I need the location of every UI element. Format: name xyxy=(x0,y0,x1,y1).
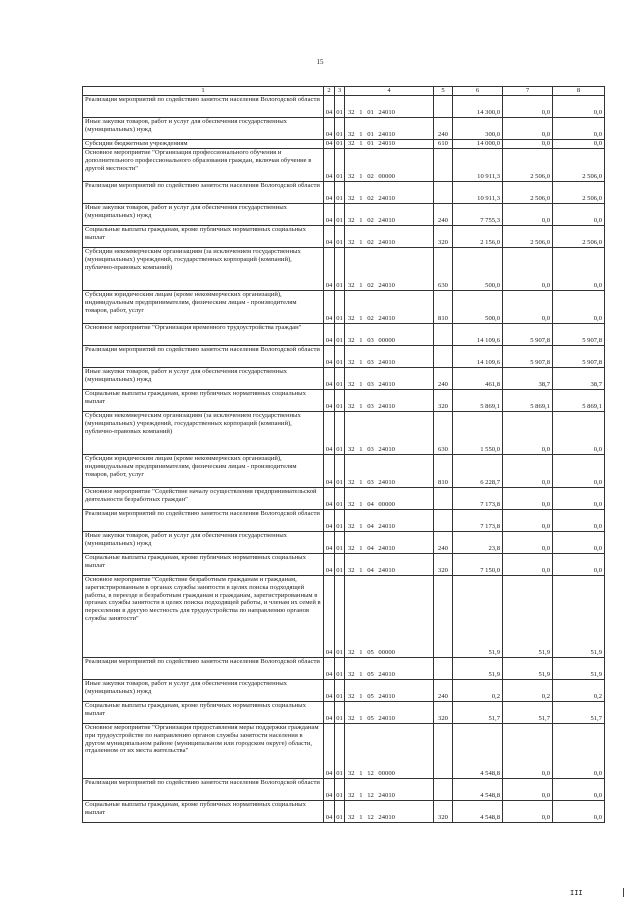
row-value-8: 38,7 xyxy=(553,368,605,390)
row-code-2: 04 xyxy=(324,724,335,779)
row-expense-type xyxy=(434,182,453,204)
row-expense-type xyxy=(434,488,453,510)
row-code-2: 04 xyxy=(324,204,335,226)
row-code-2: 04 xyxy=(324,801,335,823)
row-value-8: 2 506,0 xyxy=(553,226,605,248)
row-value-6: 4 548,8 xyxy=(453,724,503,779)
row-value-7: 0,0 xyxy=(503,488,553,510)
row-code-2: 04 xyxy=(324,118,335,140)
row-expense-type xyxy=(434,346,453,368)
row-target-code: 32 1 01 24010 xyxy=(345,96,434,118)
row-description: Социальные выплаты гражданам, кроме публичных нормативных социальных выплат xyxy=(83,390,324,412)
row-expense-type xyxy=(434,510,453,532)
budget-table-wrapper xyxy=(82,86,604,823)
table-row xyxy=(83,248,605,291)
row-value-6: 1 550,0 xyxy=(453,412,503,455)
row-value-7: 0,0 xyxy=(503,118,553,140)
row-target-code: 32 1 02 00000 xyxy=(345,149,434,182)
table-row xyxy=(83,801,605,823)
row-code-2: 04 xyxy=(324,576,335,658)
row-value-7: 0,0 xyxy=(503,532,553,554)
row-code-3: 01 xyxy=(335,248,345,291)
table-row xyxy=(83,455,605,488)
row-code-2: 04 xyxy=(324,488,335,510)
row-value-8: 0,0 xyxy=(553,554,605,576)
row-value-8: 2 506,0 xyxy=(553,149,605,182)
row-expense-type xyxy=(434,658,453,680)
row-target-code: 32 1 03 24010 xyxy=(345,346,434,368)
row-code-3: 01 xyxy=(336,140,343,148)
row-description: Субсидии юридическим лицам (кроме некоммерческих организаций), индивидуальным предпринимателям, физическим лицам - производителям товаров, работ, услуг xyxy=(83,291,324,324)
row-target-code: 32 1 04 24010 xyxy=(345,510,434,532)
row-value-8: 0,2 xyxy=(553,680,605,702)
row-code-2: 04 xyxy=(324,779,335,801)
row-code-2: 04 xyxy=(324,455,335,488)
row-code-2: 04 xyxy=(324,182,335,204)
row-code-3: 01 xyxy=(335,149,345,182)
table-row xyxy=(83,658,605,680)
row-code-2: 04 xyxy=(324,658,335,680)
row-expense-type: 240 xyxy=(434,532,453,554)
row-description: Основное мероприятие "Содействие безработным гражданам и гражданам, зарегистрированным в органах службы занятости в целях поиска подходящей работы, в переезде и безработным гражданам и гражданам, зарегистрированным в органах службы занятости в целях поиска подходящей работы, и членам их семей в переселении в другую местность для трудоустройства по направлению органов службы занятости" xyxy=(83,576,324,658)
page-number: 15 xyxy=(316,58,324,66)
table-row xyxy=(83,182,605,204)
row-target-code: 32 1 04 00000 xyxy=(345,488,434,510)
row-code-3: 01 xyxy=(335,510,345,532)
row-value-8: 2 506,0 xyxy=(553,182,605,204)
row-target-code: 32 1 04 24010 xyxy=(345,554,434,576)
row-value-7: 2 506,0 xyxy=(503,149,553,182)
column-header: 3 xyxy=(335,87,345,96)
row-code-3: 01 xyxy=(335,118,345,140)
row-description: Реализация мероприятий по содействию занятости населения Вологодской области xyxy=(83,346,324,368)
table-row xyxy=(83,291,605,324)
row-expense-type: 240 xyxy=(434,204,453,226)
row-target-code: 32 1 05 00000 xyxy=(345,576,434,658)
row-value-6: 51,7 xyxy=(453,702,503,724)
row-value-7: 0,0 xyxy=(503,248,553,291)
row-value-7: 0,0 xyxy=(503,455,553,488)
table-row xyxy=(83,680,605,702)
row-code-3: 01 xyxy=(335,488,345,510)
table-row xyxy=(83,149,605,182)
table-row xyxy=(83,226,605,248)
row-value-7: 0,0 xyxy=(503,140,553,149)
table-row xyxy=(83,204,605,226)
row-value-6: 6 228,7 xyxy=(453,455,503,488)
row-code-3: 01 xyxy=(335,390,345,412)
row-description: Субсидии бюджетным учреждениям xyxy=(83,140,324,149)
row-value-6: 500,0 xyxy=(453,248,503,291)
row-expense-type xyxy=(434,724,453,779)
row-value-6: 7 173,8 xyxy=(453,510,503,532)
row-code-2: 04 xyxy=(324,412,335,455)
row-target-code: 32 1 03 00000 xyxy=(345,324,434,346)
row-code-3: 01 xyxy=(335,702,345,724)
row-code-2: 04 xyxy=(324,702,335,724)
row-value-6: 500,0 xyxy=(453,291,503,324)
row-value-7: 5 869,1 xyxy=(503,390,553,412)
row-value-8: 0,0 xyxy=(553,801,605,823)
row-target-code: 32 1 03 24010 xyxy=(345,455,434,488)
row-value-7: 51,9 xyxy=(503,658,553,680)
footer-mark: III xyxy=(570,889,583,897)
row-target-code: 32 1 03 24010 xyxy=(345,390,434,412)
row-value-7: 38,7 xyxy=(503,368,553,390)
column-header-row xyxy=(83,87,605,96)
row-value-6: 10 911,3 xyxy=(453,149,503,182)
table-row xyxy=(83,390,605,412)
row-code-2: 04 xyxy=(324,368,335,390)
row-target-code: 32 1 02 24010 xyxy=(345,226,434,248)
row-expense-type: 320 xyxy=(434,390,453,412)
row-target-code: 32 1 04 24010 xyxy=(345,532,434,554)
row-code-2: 04 xyxy=(324,248,335,291)
row-value-7: 0,0 xyxy=(503,510,553,532)
table-row xyxy=(83,779,605,801)
row-code-3: 01 xyxy=(335,96,345,118)
row-value-7: 0,0 xyxy=(503,554,553,576)
row-expense-type: 610 xyxy=(434,140,453,149)
table-row xyxy=(83,702,605,724)
row-value-6: 2 156,0 xyxy=(453,226,503,248)
row-value-7: 5 907,8 xyxy=(503,346,553,368)
row-value-7: 0,0 xyxy=(503,724,553,779)
row-description: Иные закупки товаров, работ и услуг для обеспечения государственных (муниципальных) нужд xyxy=(83,118,324,140)
row-code-3: 01 xyxy=(335,204,345,226)
table-row xyxy=(83,412,605,455)
row-value-8: 51,7 xyxy=(553,702,605,724)
column-header: 4 xyxy=(345,87,434,96)
row-expense-type xyxy=(434,576,453,658)
row-code-3: 01 xyxy=(335,368,345,390)
row-value-6: 10 911,3 xyxy=(453,182,503,204)
row-code-3: 01 xyxy=(335,455,345,488)
row-target-code: 32 1 02 24010 xyxy=(345,248,434,291)
row-value-6: 51,9 xyxy=(453,658,503,680)
row-value-7: 0,2 xyxy=(503,680,553,702)
row-description: Основное мероприятие "Организация предоставления меры поддержки гражданам при трудоустройстве по направлению органов службы занятости населения в другом муниципальном районе (муниципальном или городском округе) области, отдаленном от их места жительства" xyxy=(83,724,324,779)
table-row xyxy=(83,510,605,532)
row-code-3: 01 xyxy=(335,182,345,204)
table-row xyxy=(83,368,605,390)
row-value-6: 7 150,0 xyxy=(453,554,503,576)
row-target-code: 32 1 02 24010 xyxy=(345,291,434,324)
row-value-6: 300,0 xyxy=(453,118,503,140)
row-code-3: 01 xyxy=(335,324,345,346)
row-code-3: 01 xyxy=(335,532,345,554)
row-expense-type: 240 xyxy=(434,118,453,140)
row-value-7: 0,0 xyxy=(503,291,553,324)
table-row xyxy=(83,346,605,368)
row-expense-type: 320 xyxy=(434,801,453,823)
row-value-7: 0,0 xyxy=(503,204,553,226)
table-row xyxy=(83,576,605,658)
row-description: Реализация мероприятий по содействию занятости населения Вологодской области xyxy=(83,182,324,204)
row-value-7: 2 506,0 xyxy=(503,226,553,248)
row-code-2: 04 xyxy=(324,532,335,554)
row-code-2: 04 xyxy=(324,149,335,182)
table-row xyxy=(83,118,605,140)
row-value-6: 23,8 xyxy=(453,532,503,554)
row-description: Основное мероприятие "Организация профессионального обучения и дополнительного профессионального образования граждан, включая обучение в другой местности" xyxy=(83,149,324,182)
column-header: 5 xyxy=(434,87,453,96)
row-code-2: 04 xyxy=(324,291,335,324)
row-target-code: 32 1 12 24010 xyxy=(345,779,434,801)
row-code-2: 04 xyxy=(324,680,335,702)
row-value-6: 5 869,1 xyxy=(453,390,503,412)
row-value-6: 7 755,3 xyxy=(453,204,503,226)
column-header: 7 xyxy=(503,87,553,96)
row-expense-type: 320 xyxy=(434,554,453,576)
row-description: Социальные выплаты гражданам, кроме публичных нормативных социальных выплат xyxy=(83,226,324,248)
row-value-7: 51,9 xyxy=(503,576,553,658)
row-value-8: 0,0 xyxy=(553,140,605,149)
row-value-6: 461,8 xyxy=(453,368,503,390)
row-code-3: 01 xyxy=(335,346,345,368)
row-value-6: 14 109,6 xyxy=(453,324,503,346)
row-description: Основное мероприятие "Организация временного трудоустройства граждан" xyxy=(83,324,324,346)
row-value-8: 0,0 xyxy=(553,724,605,779)
row-description: Реализация мероприятий по содействию занятости населения Вологодской области xyxy=(83,96,324,118)
row-code-3: 01 xyxy=(335,412,345,455)
row-code-3: 01 xyxy=(335,680,345,702)
row-expense-type: 320 xyxy=(434,702,453,724)
row-description: Иные закупки товаров, работ и услуг для обеспечения государственных (муниципальных) нужд xyxy=(83,368,324,390)
row-value-7: 51,7 xyxy=(503,702,553,724)
row-value-8: 0,0 xyxy=(553,510,605,532)
row-description: Субсидии юридическим лицам (кроме некоммерческих организаций), индивидуальным предпринимателям, физическим лицам - производителям товаров, работ, услуг xyxy=(83,455,324,488)
column-header: 8 xyxy=(553,87,605,96)
row-value-7: 2 506,0 xyxy=(503,182,553,204)
row-value-7: 0,0 xyxy=(503,412,553,455)
row-code-3: 01 xyxy=(335,724,345,779)
row-expense-type: 320 xyxy=(434,226,453,248)
row-target-code: 32 1 01 24010 xyxy=(345,118,434,140)
row-value-6: 51,9 xyxy=(453,576,503,658)
row-description: Реализация мероприятий по содействию занятости населения Вологодской области xyxy=(83,658,324,680)
row-description: Реализация мероприятий по содействию занятости населения Вологодской области xyxy=(83,510,324,532)
row-value-8: 0,0 xyxy=(553,779,605,801)
row-code-2: 04 xyxy=(324,390,335,412)
table-body xyxy=(83,96,605,823)
row-code-2: 04 xyxy=(324,346,335,368)
row-target-code: 32 1 01 24010 xyxy=(345,140,434,149)
row-target-code: 32 1 05 24010 xyxy=(345,680,434,702)
row-target-code: 32 1 02 24010 xyxy=(345,182,434,204)
row-value-7: 0,0 xyxy=(503,96,553,118)
row-expense-type xyxy=(434,149,453,182)
row-value-8: 0,0 xyxy=(553,291,605,324)
row-value-6: 4 548,8 xyxy=(453,801,503,823)
row-code-2: 04 xyxy=(324,554,335,576)
row-target-code: 32 1 03 24010 xyxy=(345,412,434,455)
column-header: 6 xyxy=(453,87,503,96)
row-target-code: 32 1 03 24010 xyxy=(345,368,434,390)
row-description: Иные закупки товаров, работ и услуг для обеспечения государственных (муниципальных) нужд xyxy=(83,204,324,226)
row-target-code: 32 1 05 24010 xyxy=(345,658,434,680)
table-row xyxy=(83,140,605,149)
row-description: Субсидии некоммерческим организациям (за исключением государственных (муниципальных) учреждений, государственных корпораций (компаний), публично-правовых компаний) xyxy=(83,412,324,455)
table-row xyxy=(83,324,605,346)
row-code-3: 01 xyxy=(335,658,345,680)
row-value-8: 0,0 xyxy=(553,488,605,510)
row-description: Субсидии некоммерческим организациям (за исключением государственных (муниципальных) учреждений, государственных корпораций (компаний), публично-правовых компаний) xyxy=(83,248,324,291)
row-code-2: 04 xyxy=(324,324,335,346)
row-value-6: 7 173,8 xyxy=(453,488,503,510)
row-code-2: 04 xyxy=(324,510,335,532)
row-description: Социальные выплаты гражданам, кроме публичных нормативных социальных выплат xyxy=(83,702,324,724)
row-value-6: 4 548,8 xyxy=(453,779,503,801)
row-value-6: 14 000,0 xyxy=(453,140,503,149)
table-row xyxy=(83,96,605,118)
row-value-8: 0,0 xyxy=(553,118,605,140)
row-value-6: 0,2 xyxy=(453,680,503,702)
row-value-8: 5 869,1 xyxy=(553,390,605,412)
table-row xyxy=(83,554,605,576)
row-expense-type xyxy=(434,324,453,346)
corner-tick xyxy=(623,888,624,897)
row-description: Реализация мероприятий по содействию занятости населения Вологодской области xyxy=(83,779,324,801)
row-value-8: 0,0 xyxy=(553,204,605,226)
row-code-2: 04 xyxy=(324,226,335,248)
budget-table xyxy=(82,86,605,823)
row-description: Иные закупки товаров, работ и услуг для обеспечения государственных (муниципальных) нужд xyxy=(83,532,324,554)
row-code-3: 01 xyxy=(335,801,345,823)
row-value-8: 5 907,8 xyxy=(553,324,605,346)
row-expense-type: 630 xyxy=(434,412,453,455)
row-expense-type xyxy=(434,96,453,118)
row-value-8: 5 907,8 xyxy=(553,346,605,368)
row-code-3: 01 xyxy=(335,554,345,576)
row-target-code: 32 1 02 24010 xyxy=(345,204,434,226)
row-target-code: 32 1 12 24010 xyxy=(345,801,434,823)
row-code-3: 01 xyxy=(335,226,345,248)
row-code-3: 01 xyxy=(335,779,345,801)
row-value-8: 51,9 xyxy=(553,658,605,680)
row-code-3: 01 xyxy=(335,291,345,324)
row-value-6: 14 300,0 xyxy=(453,96,503,118)
table-row xyxy=(83,532,605,554)
row-expense-type: 240 xyxy=(434,368,453,390)
row-target-code: 32 1 05 24010 xyxy=(345,702,434,724)
row-code-3: 01 xyxy=(335,576,345,658)
row-value-8: 0,0 xyxy=(553,532,605,554)
row-target-code: 32 1 12 00000 xyxy=(345,724,434,779)
column-header: 1 xyxy=(83,87,324,96)
row-value-7: 0,0 xyxy=(503,801,553,823)
row-code-2: 04 xyxy=(324,140,335,149)
row-expense-type: 240 xyxy=(434,680,453,702)
row-value-8: 0,0 xyxy=(553,248,605,291)
row-description: Социальные выплаты гражданам, кроме публичных нормативных социальных выплат xyxy=(83,801,324,823)
row-code-2: 04 xyxy=(324,96,335,118)
row-expense-type: 630 xyxy=(434,248,453,291)
table-row xyxy=(83,488,605,510)
row-value-8: 0,0 xyxy=(553,96,605,118)
row-value-7: 5 907,8 xyxy=(503,324,553,346)
column-header: 2 xyxy=(324,87,335,96)
row-value-6: 14 109,6 xyxy=(453,346,503,368)
row-description: Социальные выплаты гражданам, кроме публичных нормативных социальных выплат xyxy=(83,554,324,576)
row-value-7: 0,0 xyxy=(503,779,553,801)
row-value-8: 0,0 xyxy=(553,455,605,488)
row-expense-type xyxy=(434,779,453,801)
row-description: Основное мероприятие "Содействие началу осуществления предпринимательской деятельности безработных граждан" xyxy=(83,488,324,510)
table-row xyxy=(83,724,605,779)
row-value-8: 0,0 xyxy=(553,412,605,455)
row-description: Иные закупки товаров, работ и услуг для обеспечения государственных (муниципальных) нужд xyxy=(83,680,324,702)
row-value-8: 51,9 xyxy=(553,576,605,658)
row-expense-type: 810 xyxy=(434,455,453,488)
row-expense-type: 810 xyxy=(434,291,453,324)
